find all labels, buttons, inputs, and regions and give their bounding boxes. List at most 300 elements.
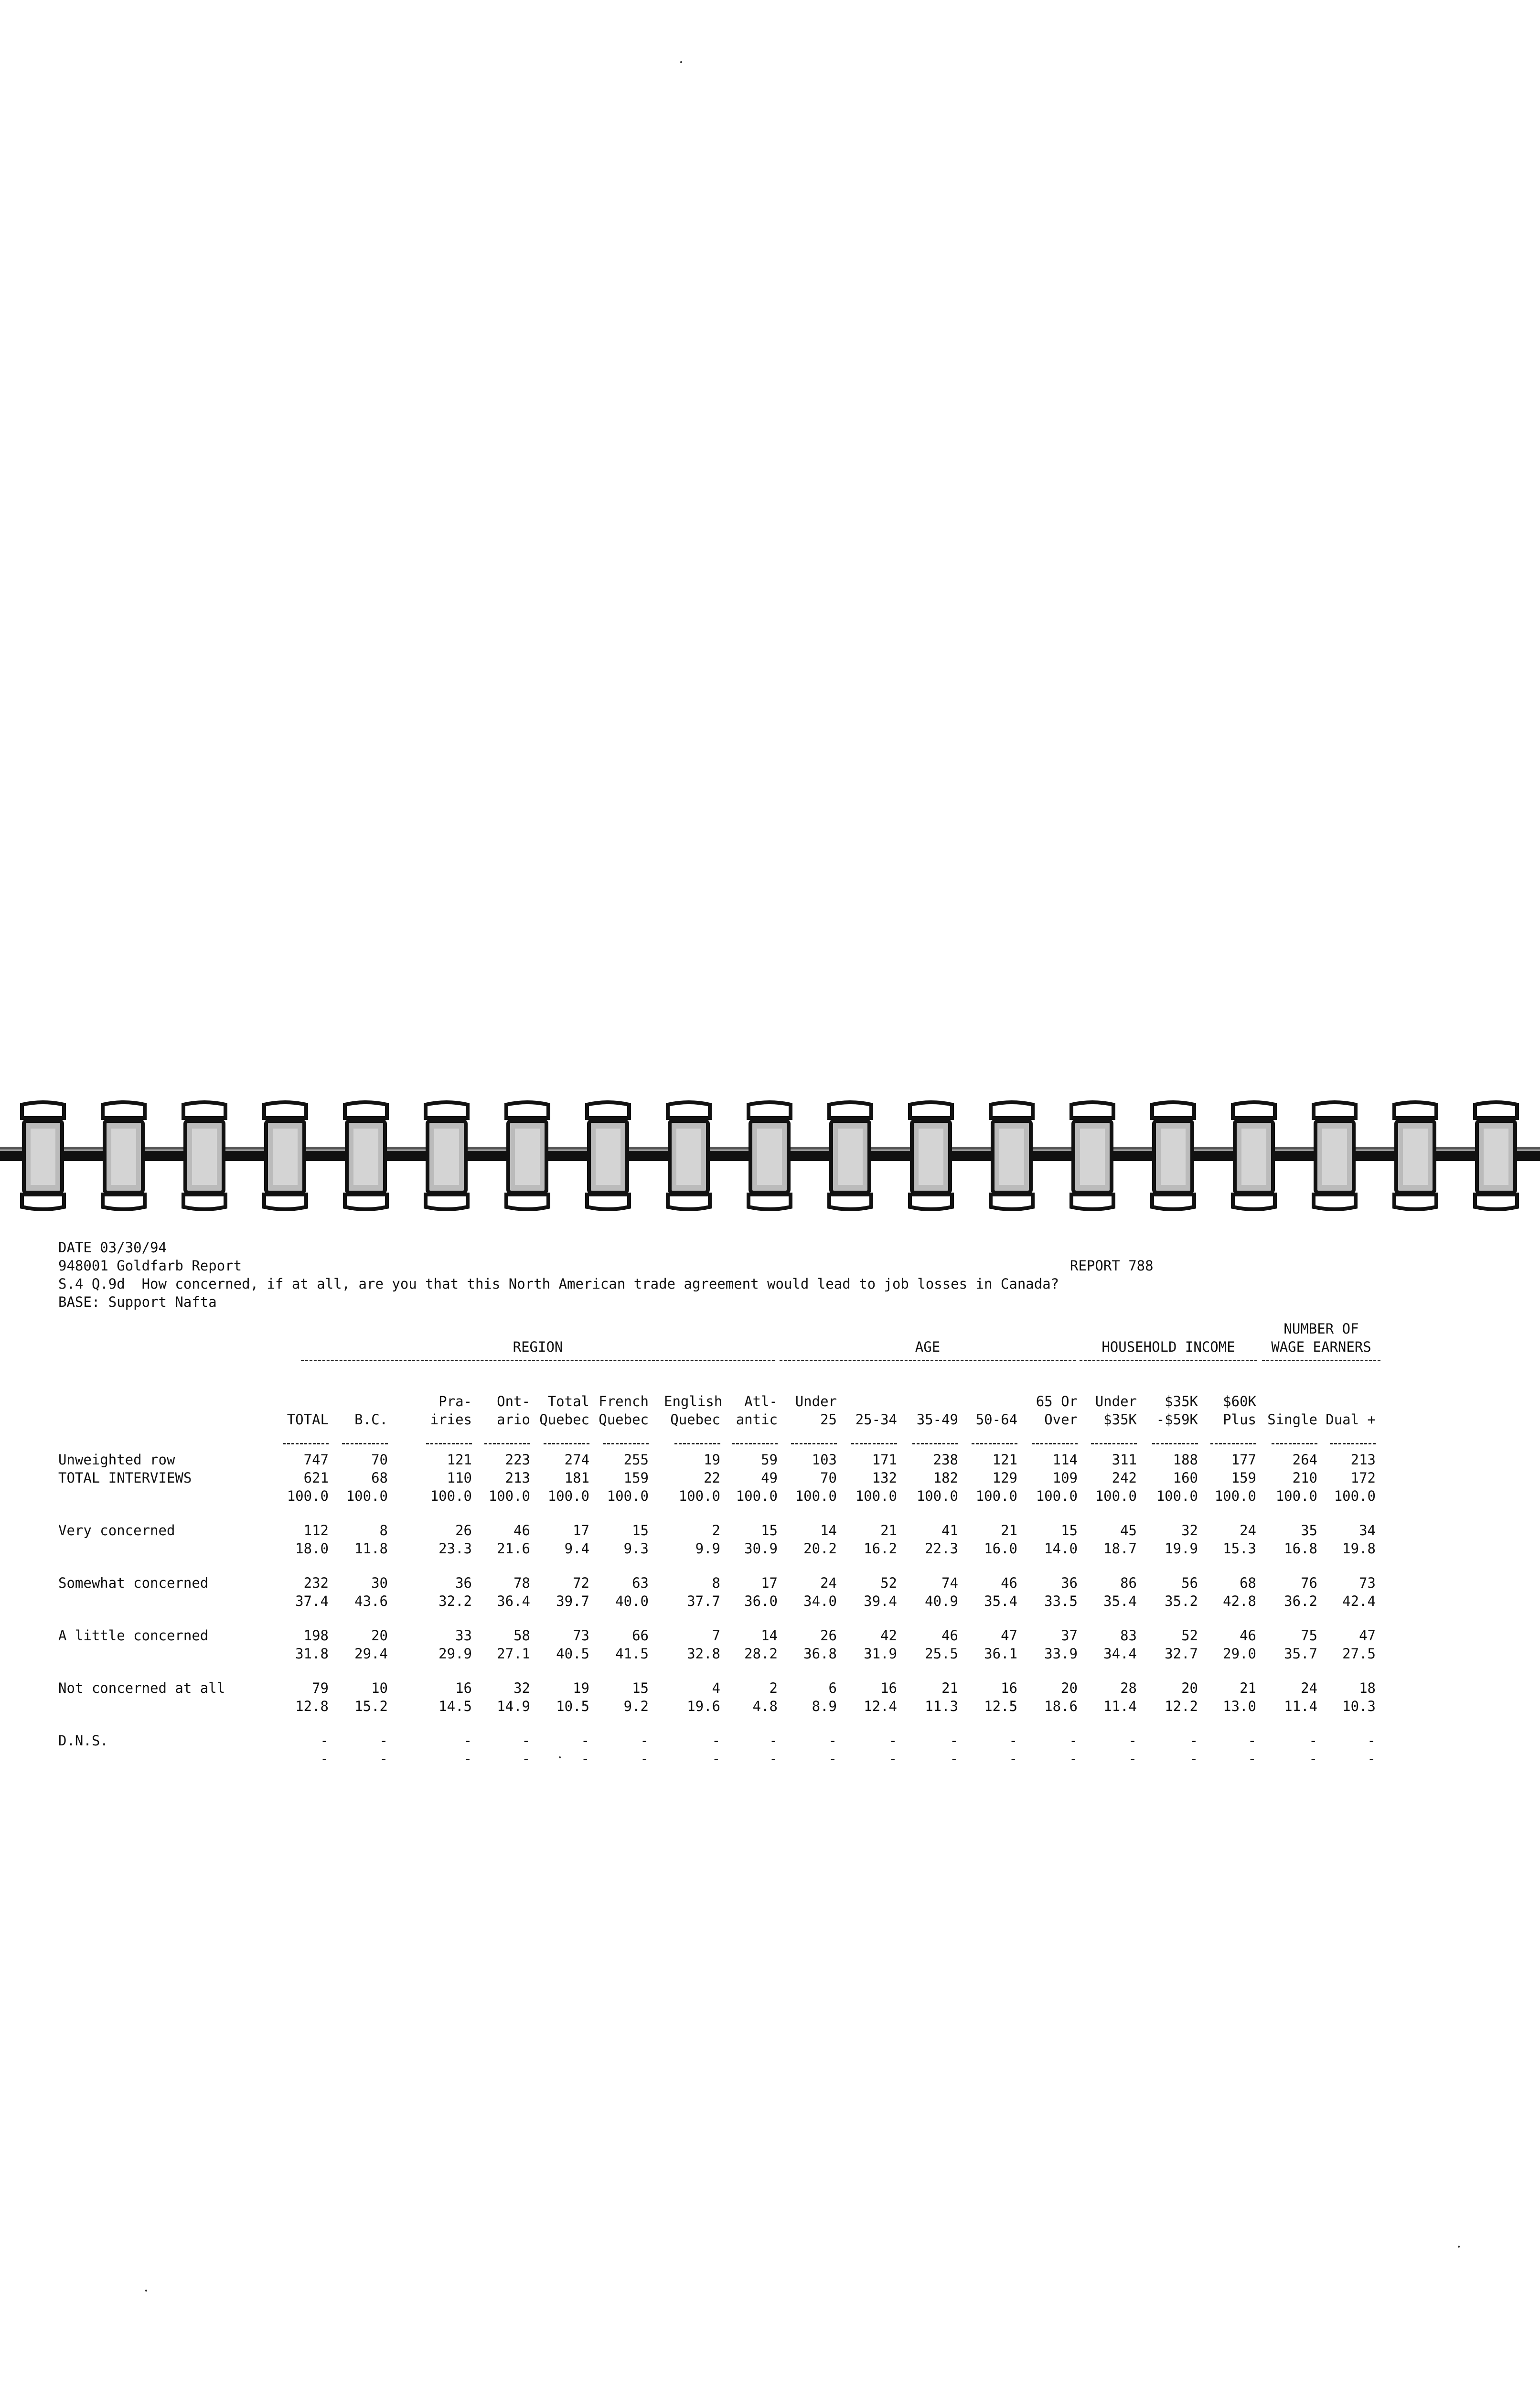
row-label: D.N.S. xyxy=(58,1733,108,1749)
table-cell: 35.2 xyxy=(1165,1593,1198,1609)
column-underline xyxy=(1330,1443,1376,1444)
column-header: French Quebec xyxy=(599,1393,649,1428)
table-cell: 14 xyxy=(761,1627,778,1644)
table-cell: 8 xyxy=(712,1575,720,1591)
table-cell: 74 xyxy=(941,1575,958,1591)
table-cell: 56 xyxy=(1181,1575,1198,1591)
binding-coil xyxy=(829,1102,871,1209)
table-row xyxy=(58,1521,1376,1539)
table-cell: 33.9 xyxy=(1044,1646,1078,1662)
table-cell: 86 xyxy=(1120,1575,1137,1591)
table-cell: 19.6 xyxy=(687,1698,720,1714)
table-cell: - xyxy=(769,1733,778,1749)
table-cell: 10.3 xyxy=(1342,1698,1376,1714)
table-cell: 12.4 xyxy=(864,1698,897,1714)
table-cell: 36.2 xyxy=(1284,1593,1317,1609)
table-cell: - xyxy=(1128,1733,1137,1749)
table-cell: 198 xyxy=(303,1627,329,1644)
binding-coil xyxy=(910,1102,952,1209)
table-cell: 132 xyxy=(872,1470,897,1486)
table-cell: 11.4 xyxy=(1284,1698,1317,1714)
table-cell: 36.1 xyxy=(984,1646,1017,1662)
table-cell: 52 xyxy=(880,1575,897,1591)
table-cell: 35.4 xyxy=(984,1593,1017,1609)
table-cell: 45 xyxy=(1120,1522,1137,1539)
table-cell: 6 xyxy=(828,1680,837,1696)
row-spacer xyxy=(58,1715,1329,1732)
column-underline xyxy=(1210,1443,1256,1444)
table-cell: 121 xyxy=(447,1452,472,1468)
table-cell: - xyxy=(379,1751,388,1767)
table-cell: 181 xyxy=(564,1470,589,1486)
table-cell: 9.9 xyxy=(695,1540,720,1557)
table-cell: 47 xyxy=(1359,1627,1376,1644)
row-label: A little concerned xyxy=(58,1627,209,1644)
scan-speck xyxy=(559,1756,561,1758)
table-cell: 14.0 xyxy=(1044,1540,1078,1557)
table-cell: 255 xyxy=(623,1452,649,1468)
table-cell: 28 xyxy=(1120,1680,1137,1696)
table-cell: 42.4 xyxy=(1342,1593,1376,1609)
row-label: Unweighted row xyxy=(58,1452,175,1468)
table-cell: 76 xyxy=(1301,1575,1317,1591)
table-cell: 49 xyxy=(761,1470,778,1486)
binding-coil xyxy=(345,1102,387,1209)
table-cell: 188 xyxy=(1173,1452,1198,1468)
column-underline-row xyxy=(58,1440,1329,1451)
table-cell: 36 xyxy=(1061,1575,1078,1591)
column-underline xyxy=(603,1443,649,1444)
table-cell: 46 xyxy=(1240,1627,1256,1644)
table-cell: - xyxy=(463,1733,472,1749)
table-cell: - xyxy=(640,1751,649,1767)
table-cell: 21 xyxy=(880,1522,897,1539)
table-cell: - xyxy=(1309,1751,1317,1767)
table-cell: 14.5 xyxy=(438,1698,472,1714)
table-cell: 2 xyxy=(712,1522,720,1539)
table-cell: 121 xyxy=(992,1452,1017,1468)
binding-coil xyxy=(506,1102,548,1209)
table-cell: 32 xyxy=(513,1680,530,1696)
row-label: Not concerned at all xyxy=(58,1680,225,1696)
table-cell: - xyxy=(581,1751,589,1767)
table-cell: 32.2 xyxy=(438,1593,472,1609)
table-cell: 747 xyxy=(303,1452,329,1468)
table-cell: 22 xyxy=(704,1470,720,1486)
table-cell: 32.8 xyxy=(687,1646,720,1662)
question-text: S.4 Q.9d How concerned, if at all, are you that this North American trade agreement would lead to job losses in Canada? xyxy=(58,1276,1059,1292)
column-header: Pra- iries xyxy=(430,1393,472,1428)
table-cell: 7 xyxy=(712,1627,720,1644)
row-spacer xyxy=(58,1663,1329,1679)
column-underline xyxy=(912,1443,958,1444)
table-cell: - xyxy=(1128,1751,1137,1767)
table-cell: 32.7 xyxy=(1165,1646,1198,1662)
table-cell: 103 xyxy=(812,1452,837,1468)
row-label: Very concerned xyxy=(58,1522,175,1539)
table-cell: 223 xyxy=(505,1452,530,1468)
column-header: Atl- antic xyxy=(736,1393,778,1428)
table-cell: 159 xyxy=(1231,1470,1256,1486)
table-cell: 31.8 xyxy=(295,1646,329,1662)
table-cell: 100.0 xyxy=(1334,1488,1376,1504)
table-row xyxy=(58,1645,1376,1663)
binding-coil xyxy=(1314,1102,1356,1209)
table-cell: 40.0 xyxy=(615,1593,649,1609)
binding-coil xyxy=(1071,1102,1113,1209)
table-row xyxy=(58,1697,1376,1715)
report-number: REPORT 788 xyxy=(1070,1258,1154,1274)
table-cell: - xyxy=(640,1733,649,1749)
table-cell: 12.5 xyxy=(984,1698,1017,1714)
column-underline xyxy=(972,1443,1017,1444)
table-cell: 18.7 xyxy=(1103,1540,1137,1557)
table-cell: 37 xyxy=(1061,1627,1078,1644)
report-header xyxy=(58,1238,1329,1311)
report-client: 948001 Goldfarb Report xyxy=(58,1258,242,1274)
table-cell: 9.3 xyxy=(623,1540,649,1557)
table-cell: 14 xyxy=(820,1522,837,1539)
column-underline xyxy=(1091,1443,1137,1444)
column-underline xyxy=(851,1443,897,1444)
binding-coil xyxy=(183,1102,225,1209)
table-cell: 21 xyxy=(1240,1680,1256,1696)
table-cell: 39.4 xyxy=(864,1593,897,1609)
report-page xyxy=(58,1238,1376,1768)
table-cell: 83 xyxy=(1120,1627,1137,1644)
table-cell: 34.0 xyxy=(803,1593,837,1609)
table-cell: 17 xyxy=(573,1522,589,1539)
binding-coil xyxy=(1394,1102,1436,1209)
column-underline xyxy=(791,1443,837,1444)
column-header: Total Quebec xyxy=(539,1393,589,1428)
table-cell: - xyxy=(888,1751,897,1767)
table-cell: 15.3 xyxy=(1223,1540,1256,1557)
table-cell: 47 xyxy=(1001,1627,1017,1644)
table-cell: - xyxy=(712,1733,720,1749)
column-underline xyxy=(484,1443,530,1444)
table-cell: 18.0 xyxy=(295,1540,329,1557)
table-cell: - xyxy=(1009,1733,1017,1749)
table-cell: 9.2 xyxy=(623,1698,649,1714)
table-cell: 10.5 xyxy=(556,1698,589,1714)
age-group-label: AGE xyxy=(915,1339,941,1355)
binding-coil xyxy=(22,1102,64,1209)
row-label: TOTAL INTERVIEWS xyxy=(58,1470,192,1486)
base-text: BASE: Support Nafta xyxy=(58,1294,217,1310)
table-cell: 213 xyxy=(505,1470,530,1486)
table-cell: 59 xyxy=(761,1452,778,1468)
table-cell: 34.4 xyxy=(1103,1646,1137,1662)
table-cell: 58 xyxy=(513,1627,530,1644)
table-cell: - xyxy=(888,1733,897,1749)
table-cell: - xyxy=(950,1751,958,1767)
table-cell: 232 xyxy=(303,1575,329,1591)
table-cell: 621 xyxy=(303,1470,329,1486)
table-cell: 26 xyxy=(820,1627,837,1644)
table-cell: 109 xyxy=(1052,1470,1078,1486)
column-header: TOTAL xyxy=(287,1411,329,1428)
table-cell: 68 xyxy=(371,1470,388,1486)
table-cell: 159 xyxy=(623,1470,649,1486)
table-cell: 100.0 xyxy=(1095,1488,1137,1504)
table-cell: 27.1 xyxy=(497,1646,530,1662)
column-header: B.C. xyxy=(354,1411,388,1428)
table-cell: 31.9 xyxy=(864,1646,897,1662)
column-underline xyxy=(674,1443,720,1444)
table-cell: 264 xyxy=(1292,1452,1317,1468)
table-cell: 100.0 xyxy=(1036,1488,1078,1504)
table-cell: 30 xyxy=(371,1575,388,1591)
table-cell: 100.0 xyxy=(1275,1488,1317,1504)
column-header: Under $35K xyxy=(1095,1393,1137,1428)
table-cell: 11.3 xyxy=(925,1698,958,1714)
wage-group-rule xyxy=(1262,1360,1380,1361)
table-cell: 4 xyxy=(712,1680,720,1696)
scan-speck xyxy=(1458,2246,1460,2248)
column-underline xyxy=(732,1443,778,1444)
table-cell: 242 xyxy=(1112,1470,1137,1486)
table-cell: 15 xyxy=(761,1522,778,1539)
table-cell: 70 xyxy=(820,1470,837,1486)
column-header: Dual + xyxy=(1326,1411,1376,1428)
table-cell: 19 xyxy=(573,1680,589,1696)
table-cell: 32 xyxy=(1181,1522,1198,1539)
table-cell: 16.0 xyxy=(984,1540,1017,1557)
table-cell: 16.2 xyxy=(864,1540,897,1557)
table-row xyxy=(58,1469,1376,1487)
table-cell: 29.9 xyxy=(438,1646,472,1662)
table-cell: 114 xyxy=(1052,1452,1078,1468)
table-cell: 33.5 xyxy=(1044,1593,1078,1609)
table-cell: 171 xyxy=(872,1452,897,1468)
table-cell: 35 xyxy=(1301,1522,1317,1539)
table-cell: - xyxy=(950,1733,958,1749)
table-cell: 73 xyxy=(1359,1575,1376,1591)
column-underline xyxy=(342,1443,388,1444)
table-cell: 29.4 xyxy=(354,1646,388,1662)
table-cell: 24 xyxy=(820,1575,837,1591)
column-header-row xyxy=(58,1392,1376,1440)
column-underline xyxy=(1272,1443,1317,1444)
table-cell: 19.8 xyxy=(1342,1540,1376,1557)
column-underline xyxy=(426,1443,472,1444)
table-row xyxy=(58,1574,1376,1592)
table-cell: 36 xyxy=(455,1575,472,1591)
table-cell: 22.3 xyxy=(925,1540,958,1557)
table-cell: - xyxy=(1189,1733,1198,1749)
table-row xyxy=(58,1626,1376,1645)
table-cell: - xyxy=(320,1751,329,1767)
scan-speck xyxy=(145,2290,147,2292)
table-cell: 8 xyxy=(379,1522,388,1539)
table-cell: 110 xyxy=(447,1470,472,1486)
table-cell: 238 xyxy=(933,1452,958,1468)
table-cell: 40.5 xyxy=(556,1646,589,1662)
table-cell: 28.2 xyxy=(744,1646,778,1662)
table-cell: 213 xyxy=(1350,1452,1376,1468)
table-cell: - xyxy=(1069,1733,1078,1749)
crosstab-table xyxy=(58,1451,1376,1768)
table-cell: 37.4 xyxy=(295,1593,329,1609)
table-cell: 11.4 xyxy=(1103,1698,1137,1714)
table-cell: 100.0 xyxy=(916,1488,958,1504)
table-cell: 172 xyxy=(1350,1470,1376,1486)
table-cell: 100.0 xyxy=(488,1488,530,1504)
table-cell: - xyxy=(320,1733,329,1749)
table-cell: 2 xyxy=(769,1680,778,1696)
table-cell: 177 xyxy=(1231,1452,1256,1468)
table-cell: 75 xyxy=(1301,1627,1317,1644)
scan-speck xyxy=(680,61,682,63)
table-cell: 42 xyxy=(880,1627,897,1644)
binding-coil xyxy=(1475,1102,1517,1209)
table-cell: 100.0 xyxy=(346,1488,388,1504)
table-cell: 13.0 xyxy=(1223,1698,1256,1714)
table-row xyxy=(58,1750,1376,1768)
table-cell: 39.7 xyxy=(556,1593,589,1609)
wage-group xyxy=(1262,1320,1380,1356)
table-cell: 36.0 xyxy=(744,1593,778,1609)
report-date: DATE 03/30/94 xyxy=(58,1239,167,1256)
binding-coil xyxy=(749,1102,791,1209)
table-cell: 52 xyxy=(1181,1627,1198,1644)
table-cell: 16 xyxy=(1001,1680,1017,1696)
column-underline xyxy=(544,1443,589,1444)
table-cell: 36.8 xyxy=(803,1646,837,1662)
table-cell: 30.9 xyxy=(744,1540,778,1557)
income-group xyxy=(1080,1338,1257,1356)
table-cell: 68 xyxy=(1240,1575,1256,1591)
table-cell: 100.0 xyxy=(1156,1488,1198,1504)
column-header: Single xyxy=(1267,1411,1317,1428)
table-cell: 15 xyxy=(632,1522,649,1539)
table-cell: - xyxy=(828,1751,837,1767)
table-row xyxy=(58,1592,1376,1610)
table-cell: 100.0 xyxy=(736,1488,778,1504)
table-cell: 100.0 xyxy=(1214,1488,1256,1504)
binding-coil xyxy=(668,1102,710,1209)
group-header-row xyxy=(58,1320,1371,1392)
table-cell: - xyxy=(1069,1751,1078,1767)
table-cell: 23.3 xyxy=(438,1540,472,1557)
table-cell: 41 xyxy=(941,1522,958,1539)
table-cell: 100.0 xyxy=(287,1488,329,1504)
table-cell: 100.0 xyxy=(547,1488,589,1504)
table-cell: 46 xyxy=(1001,1575,1017,1591)
table-cell: - xyxy=(522,1751,530,1767)
column-header: English Quebec xyxy=(664,1393,723,1428)
region-group-label: REGION xyxy=(513,1339,563,1355)
row-spacer xyxy=(58,1610,1329,1626)
table-cell: 34 xyxy=(1359,1522,1376,1539)
table-cell: 70 xyxy=(371,1452,388,1468)
table-cell: - xyxy=(463,1751,472,1767)
spiral-binding xyxy=(0,1099,1540,1214)
row-label: Somewhat concerned xyxy=(58,1575,209,1591)
table-row xyxy=(58,1487,1376,1505)
table-cell: 20 xyxy=(1061,1680,1078,1696)
column-header: Ont- ario xyxy=(497,1393,530,1428)
table-cell: 11.8 xyxy=(354,1540,388,1557)
column-underline xyxy=(1032,1443,1078,1444)
table-cell: 311 xyxy=(1112,1452,1137,1468)
column-header: 35-49 xyxy=(916,1411,958,1428)
row-spacer xyxy=(58,1558,1329,1574)
table-cell: - xyxy=(1189,1751,1198,1767)
table-cell: 18 xyxy=(1359,1680,1376,1696)
table-cell: - xyxy=(379,1733,388,1749)
table-cell: 46 xyxy=(941,1627,958,1644)
table-cell: 8.9 xyxy=(812,1698,837,1714)
table-cell: 100.0 xyxy=(855,1488,897,1504)
binding-coil xyxy=(103,1102,145,1209)
table-cell: 16.8 xyxy=(1284,1540,1317,1557)
table-cell: 100.0 xyxy=(678,1488,720,1504)
column-header: $35K -$59K xyxy=(1156,1393,1198,1428)
row-spacer xyxy=(58,1505,1329,1521)
table-cell: - xyxy=(522,1733,530,1749)
table-cell: 66 xyxy=(632,1627,649,1644)
table-cell: 41.5 xyxy=(615,1646,649,1662)
table-cell: 100.0 xyxy=(975,1488,1017,1504)
region-group-rule xyxy=(301,1360,775,1361)
table-cell: 9.4 xyxy=(564,1540,589,1557)
table-cell: - xyxy=(1367,1733,1376,1749)
table-cell: 12.8 xyxy=(295,1698,329,1714)
age-group xyxy=(780,1338,1076,1356)
table-cell: - xyxy=(1009,1751,1017,1767)
table-cell: 21 xyxy=(941,1680,958,1696)
income-group-label: HOUSEHOLD INCOME xyxy=(1102,1339,1235,1355)
table-cell: 29.0 xyxy=(1223,1646,1256,1662)
table-cell: 25.5 xyxy=(925,1646,958,1662)
table-row xyxy=(58,1679,1376,1697)
table-cell: 112 xyxy=(303,1522,329,1539)
table-row xyxy=(58,1732,1376,1750)
table-cell: 16 xyxy=(880,1680,897,1696)
table-cell: 182 xyxy=(933,1470,958,1486)
table-cell: 14.9 xyxy=(497,1698,530,1714)
binding-coil xyxy=(1152,1102,1194,1209)
table-cell: - xyxy=(581,1733,589,1749)
table-cell: 15.2 xyxy=(354,1698,388,1714)
table-cell: 40.9 xyxy=(925,1593,958,1609)
table-cell: 20 xyxy=(1181,1680,1198,1696)
binding-coil xyxy=(264,1102,306,1209)
table-cell: 33 xyxy=(455,1627,472,1644)
binding-coil xyxy=(426,1102,468,1209)
table-cell: 37.7 xyxy=(687,1593,720,1609)
table-cell: 100.0 xyxy=(430,1488,472,1504)
table-cell: 27.5 xyxy=(1342,1646,1376,1662)
table-cell: 78 xyxy=(513,1575,530,1591)
table-cell: 100.0 xyxy=(795,1488,837,1504)
table-row xyxy=(58,1539,1376,1558)
table-cell: 43.6 xyxy=(354,1593,388,1609)
table-cell: 274 xyxy=(564,1452,589,1468)
table-cell: 21 xyxy=(1001,1522,1017,1539)
table-cell: - xyxy=(712,1751,720,1767)
table-cell: 21.6 xyxy=(497,1540,530,1557)
table-cell: 73 xyxy=(573,1627,589,1644)
table-cell: 210 xyxy=(1292,1470,1317,1486)
column-header: 50-64 xyxy=(975,1411,1017,1428)
table-cell: 24 xyxy=(1301,1680,1317,1696)
table-cell: - xyxy=(1248,1733,1256,1749)
table-cell: 42.8 xyxy=(1223,1593,1256,1609)
table-cell: 79 xyxy=(312,1680,329,1696)
